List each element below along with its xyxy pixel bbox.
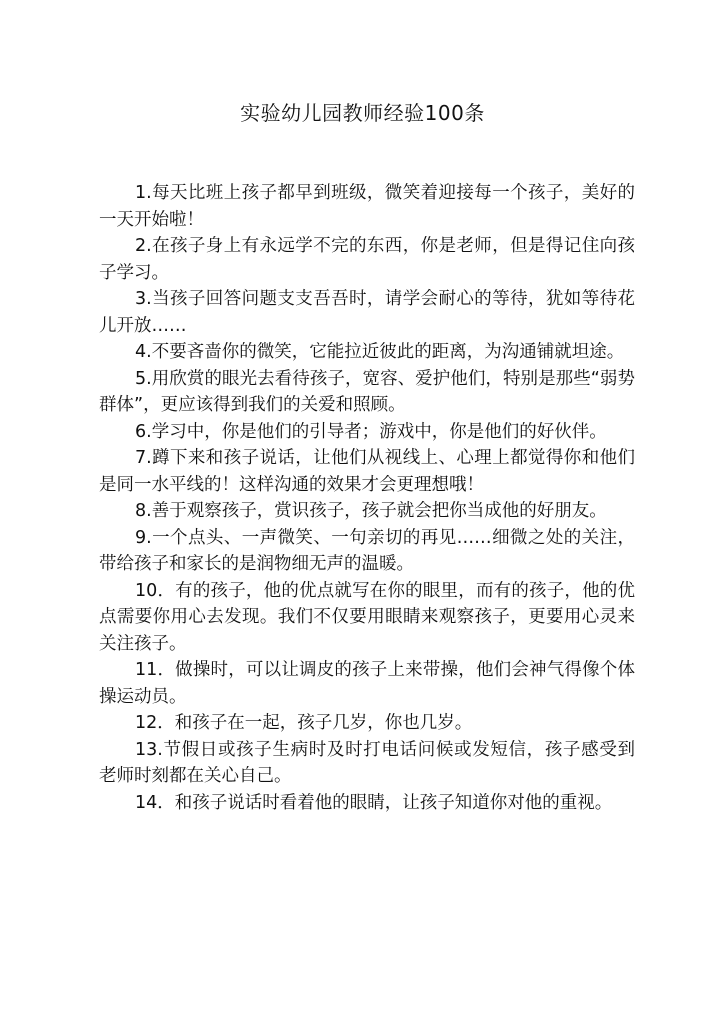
list-item: 7.蹲下来和孩子说话，让他们从视线上、心理上都觉得你和他们是同一水平线的！这样沟通的效果才会更理想哦！ bbox=[99, 448, 635, 495]
list-item: 1.每天比班上孩子都早到班级，微笑着迎接每一个孩子，美好的一天开始啦！ bbox=[99, 183, 635, 230]
list-item: 14．和孩子说话时看着他的眼睛，让孩子知道你对他的重视。 bbox=[135, 792, 613, 813]
list-item: 11．做操时，可以让调皮的孩子上来带操，他们会神气得像个体操运动员。 bbox=[99, 660, 635, 707]
list-item: 13.节假日或孩子生病时及时打电话问候或发短信，孩子感受到老师时刻都在关心自己。 bbox=[99, 739, 635, 786]
document-body bbox=[99, 180, 635, 816]
list-item: 10．有的孩子，他的优点就写在你的眼里，而有的孩子，他的优点需要你用心去发现。我们不仅要用眼睛来观察孩子，更要用心灵来关注孩子。 bbox=[99, 580, 635, 654]
list-item: 6.学习中，你是他们的引导者；游戏中，你是他们的好伙伴。 bbox=[135, 421, 607, 442]
list-item: 3.当孩子回答问题支支吾吾时，请学会耐心的等待，犹如等待花儿开放…… bbox=[99, 289, 635, 336]
list-item: 9.一个点头、一声微笑、一句亲切的再见……细微之处的关注，带给孩子和家长的是润物细无声的温暖。 bbox=[99, 527, 635, 574]
list-item: 2.在孩子身上有永远学不完的东西，你是老师，但是得记住向孩子学习。 bbox=[99, 236, 635, 283]
list-item: 5.用欣赏的眼光去看待孩子，宽容、爱护他们，特别是那些“弱势群体”，更应该得到我们的关爱和照顾。 bbox=[99, 368, 635, 415]
list-item: 8.善于观察孩子，赏识孩子，孩子就会把你当成他的好朋友。 bbox=[135, 501, 607, 521]
page-title: 实验幼儿园教师经验100条 bbox=[240, 101, 485, 125]
list-item: 4.不要吝啬你的微笑，它能拉近彼此的距离，为沟通铺就坦途。 bbox=[135, 342, 625, 362]
list-item: 12．和孩子在一起，孩子几岁，你也几岁。 bbox=[135, 713, 473, 733]
